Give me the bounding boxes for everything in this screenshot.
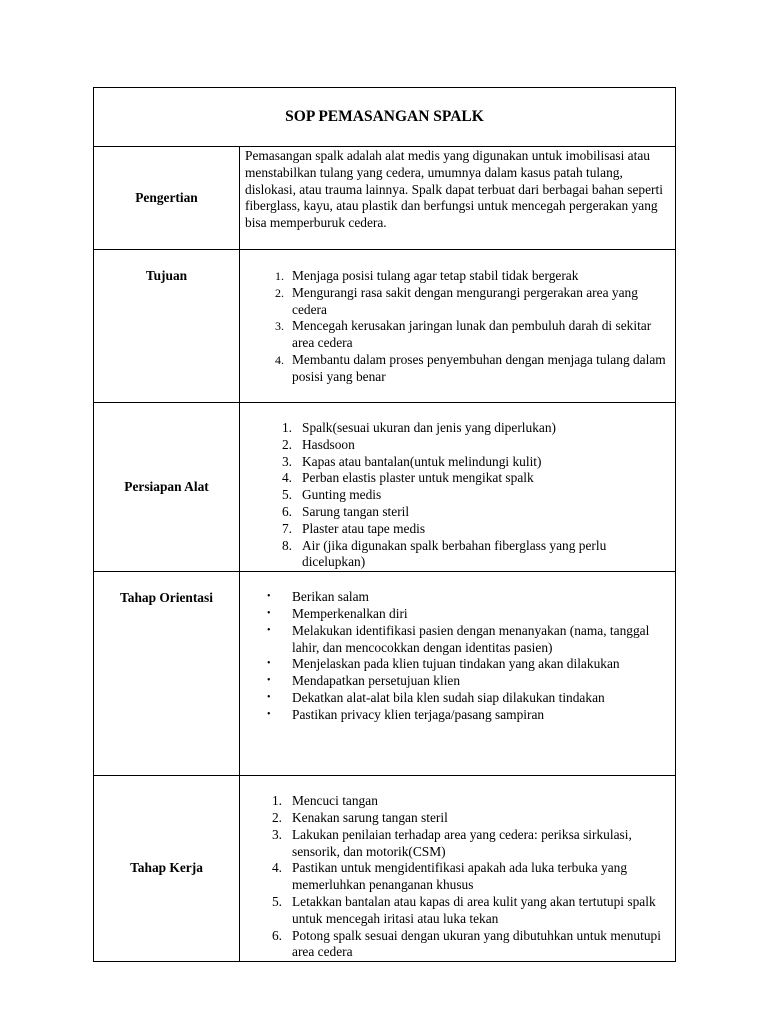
list-item-text: Dekatkan alat-alat bila klen sudah siap dilakukan tindakan bbox=[292, 689, 605, 705]
list-item-text: Sarung tangan steril bbox=[302, 503, 410, 519]
list-item-text: Perban elastis plaster untuk mengikat spalk bbox=[302, 470, 534, 486]
list-number: 8. bbox=[281, 537, 292, 553]
list-item bbox=[267, 673, 667, 690]
list-item bbox=[275, 268, 667, 285]
list-number: 5. bbox=[281, 487, 292, 503]
list-item-text: Lakukan penilaian terhadap area yang cedera: periksa sirkulasi, sensorik, dan motorik(CSM) bbox=[292, 826, 632, 859]
list-number: 3. bbox=[281, 453, 292, 469]
list-item-text: Hasdsoon bbox=[302, 436, 355, 452]
tujuan-cell bbox=[240, 250, 676, 403]
bullet-icon: • bbox=[267, 607, 271, 619]
list-item-text: Letakkan bantalan atau kapas di area kulit yang akan tertutupi spalk untuk mencegah iritasi atau luka tekan bbox=[292, 893, 656, 926]
list-item-text: Melakukan identifikasi pasien dengan menanyakan (nama, tanggal lahir, dan mencocokkan dengan identitas pasien) bbox=[292, 622, 650, 655]
list-number: 2. bbox=[275, 285, 284, 300]
bullet-icon: • bbox=[267, 691, 271, 703]
list-item-text: Pastikan untuk mengidentifikasi apakah ada luka terbuka yang memerluhkan penanganan khusus bbox=[292, 860, 628, 893]
list-item bbox=[267, 656, 667, 673]
row-persiapan-alat bbox=[94, 403, 676, 572]
list-item bbox=[281, 503, 667, 521]
list-number: 1. bbox=[281, 420, 292, 435]
list-item-text: Kenakan sarung tangan steril bbox=[292, 809, 448, 825]
list-item-text: Menjelaskan pada klien tujuan tindakan yang akan dilakukan bbox=[292, 656, 620, 672]
list-number: 4. bbox=[275, 352, 284, 367]
list-item bbox=[275, 284, 667, 319]
list-item bbox=[267, 605, 667, 623]
bullet-icon: • bbox=[267, 675, 271, 687]
list-number: 3. bbox=[275, 319, 284, 334]
list-item bbox=[275, 351, 667, 386]
list-item-text: Memperkenalkan diri bbox=[292, 605, 408, 621]
list-number: 6. bbox=[281, 503, 292, 519]
list-item bbox=[281, 520, 667, 538]
list-item-text: Mencegah kerusakan jaringan lunak dan pembuluh darah di sekitar area cedera bbox=[292, 318, 652, 351]
row-pengertian bbox=[94, 147, 676, 250]
list-item bbox=[267, 706, 667, 724]
list-item-text: Mengurangi rasa sakit dengan mengurangi pergerakan area yang cedera bbox=[292, 284, 638, 317]
list-number: 7. bbox=[281, 520, 292, 536]
list-item-text: Pastikan privacy klien terjaga/pasang sampiran bbox=[292, 706, 545, 722]
list-number: 1. bbox=[271, 793, 282, 809]
list-item bbox=[281, 453, 667, 471]
list-item-text: Plaster atau tape medis bbox=[302, 520, 426, 536]
label-tahap-kerja: Tahap Kerja bbox=[94, 776, 240, 962]
list-number: 4. bbox=[281, 470, 292, 486]
tahap-kerja-cell bbox=[240, 776, 676, 962]
tujuan-list bbox=[240, 250, 675, 386]
list-number: 4. bbox=[271, 860, 282, 876]
document-title: SOP PEMASANGAN SPALK bbox=[94, 88, 676, 147]
list-number: 3. bbox=[271, 826, 282, 842]
label-persiapan-alat: Persiapan Alat bbox=[94, 403, 240, 572]
list-item-text: Berikan salam bbox=[292, 589, 369, 605]
list-item-text: Potong spalk sesuai dengan ukuran yang dibutuhkan untuk menutupi area cedera bbox=[292, 927, 661, 960]
list-item-text: Spalk(sesuai ukuran dan jenis yang diperlukan) bbox=[302, 420, 556, 435]
list-number: 2. bbox=[281, 436, 292, 452]
row-tahap-kerja bbox=[94, 776, 676, 962]
list-item bbox=[271, 793, 667, 810]
tahap-orientasi-cell bbox=[240, 572, 676, 776]
list-item bbox=[271, 893, 667, 928]
tahap-orientasi-list bbox=[240, 572, 675, 723]
list-item-text: Menjaga posisi tulang agar tetap stabil tidak bergerak bbox=[292, 268, 579, 283]
list-number: 5. bbox=[271, 893, 282, 909]
list-number: 2. bbox=[271, 809, 282, 825]
sop-table bbox=[93, 87, 676, 962]
list-item-text: Mencuci tangan bbox=[292, 793, 378, 809]
tahap-kerja-list bbox=[240, 776, 675, 961]
row-tujuan bbox=[94, 250, 676, 403]
list-item-text: Mendapatkan persetujuan klien bbox=[292, 673, 461, 689]
list-item bbox=[281, 487, 667, 504]
bullet-icon: • bbox=[267, 591, 271, 603]
title-row bbox=[94, 88, 676, 147]
bullet-icon: • bbox=[267, 708, 271, 720]
bullet-icon: • bbox=[267, 658, 271, 670]
list-item bbox=[271, 826, 667, 861]
persiapan-alat-cell bbox=[240, 403, 676, 572]
bullet-icon: • bbox=[267, 624, 271, 636]
list-item bbox=[281, 470, 667, 487]
label-tahap-orientasi: Tahap Orientasi bbox=[94, 572, 240, 776]
list-item bbox=[267, 622, 667, 657]
list-number: 6. bbox=[271, 927, 282, 943]
list-item-text: Membantu dalam proses penyembuhan dengan menjaga tulang dalam posisi yang benar bbox=[292, 351, 666, 384]
pengertian-text: Pemasangan spalk adalah alat medis yang digunakan untuk imobilisasi atau menstabilkan tulang yang cedera, umumnya dalam kasus patah tulang, dislokasi, atau trauma lainnya. Spalk dapat terbuat dari berbagai bahan seperti fiberglass, kayu, atau plastik dan berfungsi untuk mencegah pergerakan yang bisa memperburuk cedera. bbox=[240, 147, 676, 250]
list-item bbox=[271, 927, 667, 962]
list-item bbox=[281, 537, 667, 572]
list-item bbox=[275, 318, 667, 352]
list-number: 1. bbox=[275, 269, 284, 283]
label-pengertian: Pengertian bbox=[94, 147, 240, 250]
list-item bbox=[281, 436, 667, 454]
list-item-text: Air (jika digunakan spalk berbahan fiberglass yang perlu dicelupkan) bbox=[302, 537, 607, 570]
label-tujuan: Tujuan bbox=[94, 250, 240, 403]
list-item bbox=[271, 809, 667, 827]
list-item-text: Kapas atau bantalan(untuk melindungi kulit) bbox=[302, 453, 542, 469]
row-tahap-orientasi bbox=[94, 572, 676, 776]
list-item bbox=[267, 589, 667, 606]
list-item-text: Gunting medis bbox=[302, 487, 382, 503]
list-item bbox=[267, 689, 667, 707]
list-item bbox=[281, 420, 667, 437]
list-item bbox=[271, 860, 667, 894]
persiapan-alat-list bbox=[240, 403, 675, 571]
